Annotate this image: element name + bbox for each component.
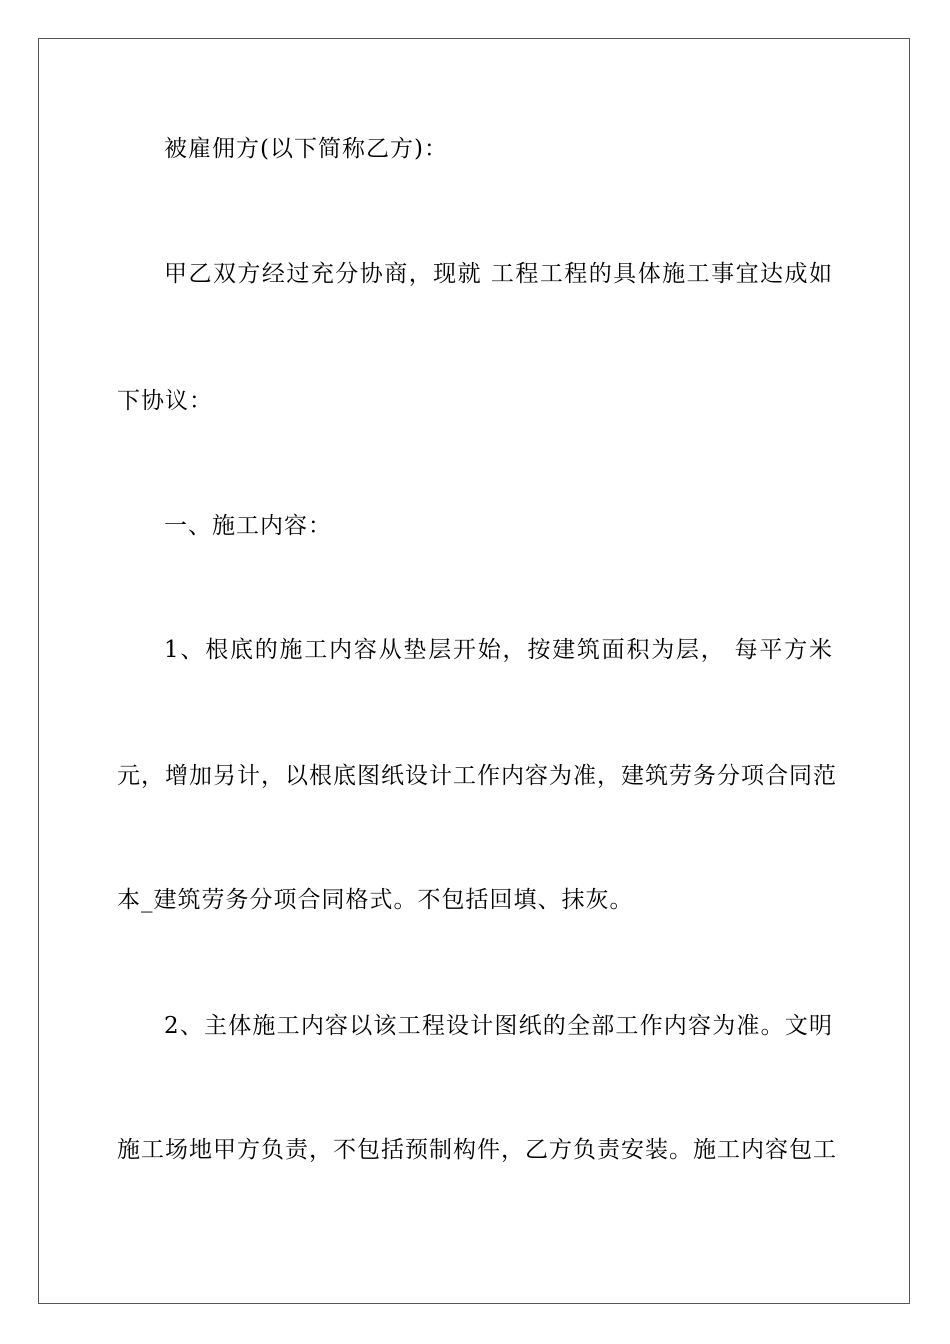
clause-1-line-3: 本_建筑劳务分项合同格式。不包括回填、抹灰。	[117, 887, 634, 913]
section-heading-construction-content: 一、施工内容：	[164, 513, 332, 539]
page-border	[38, 38, 910, 1304]
agreement-intro-line-2: 下协议：	[117, 388, 213, 414]
clause-2-line-1: 2、主体施工内容以该工程设计图纸的全部工作内容为准。文明	[164, 1013, 833, 1039]
clause-1-line-1: 1、根底的施工内容从垫层开始，按建筑面积为层， 每平方米	[164, 637, 833, 663]
agreement-intro-line-1: 甲乙双方经过充分协商，现就 工程工程的具体施工事宜达成如	[164, 261, 833, 287]
party-b-label: 被雇佣方(以下简称乙方)：	[164, 136, 448, 162]
clause-1-line-2: 元，增加另计，以根底图纸设计工作内容为准，建筑劳务分项合同范	[117, 763, 837, 789]
clause-2-line-2: 施工场地甲方负责，不包括预制构件，乙方负责安装。施工内容包工	[117, 1137, 837, 1163]
